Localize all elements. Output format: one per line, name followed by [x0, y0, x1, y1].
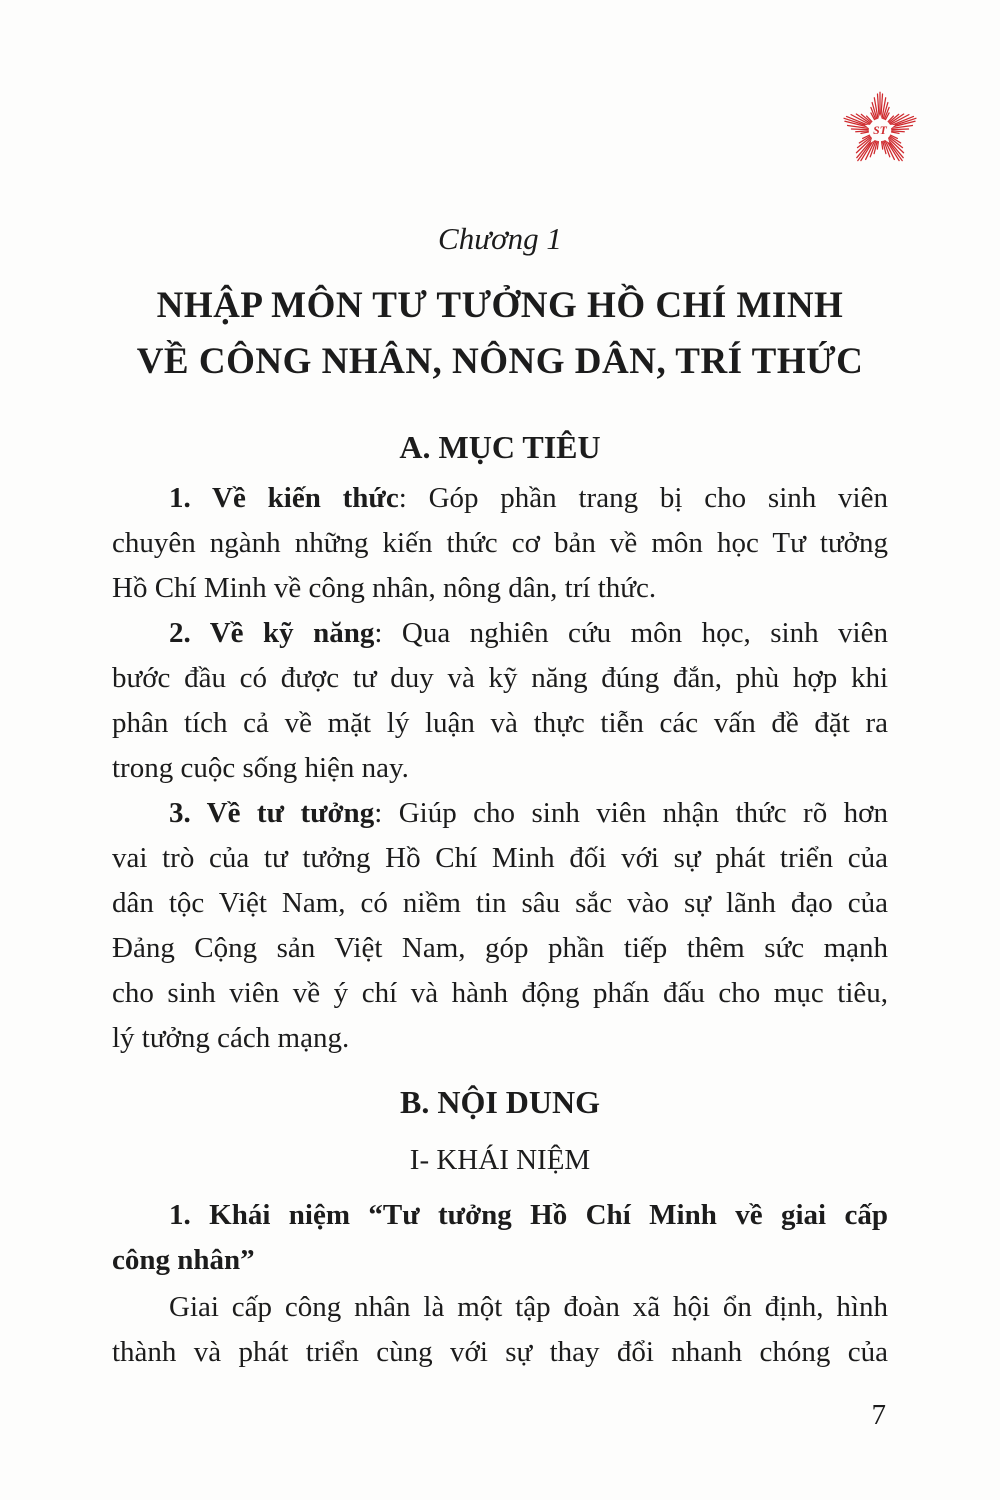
text-line: dân tộc Việt Nam, có niềm tin sâu sắc vào sự lãnh đạo của [112, 887, 888, 919]
text-line: 1. Khái niệm “Tư tưởng Hồ Chí Minh về giai cấp [169, 1199, 888, 1231]
text-line: chuyên ngành những kiến thức cơ bản về môn học Tư tưởng [112, 527, 888, 559]
text-line: trong cuộc sống hiện nay. [112, 752, 409, 784]
section-b-heading: B. NỘI DUNG [399, 1084, 600, 1120]
page-content [112, 0, 888, 1375]
section-b-subheading: I- KHÁI NIỆM [409, 1144, 591, 1176]
page-number: 7 [871, 1399, 886, 1431]
paragraph-lead: 3. Về tư tưởng [169, 797, 375, 829]
text-line [112, 476, 888, 521]
text-line: phân tích cả về mặt lý luận và thực tiễn các vấn đề đặt ra [112, 707, 888, 739]
text-line-rest: : Qua nghiên cứu môn học, sinh viên [374, 617, 888, 649]
text-line: công nhân” [112, 1244, 255, 1276]
text-line: Giai cấp công nhân là một tập đoàn xã hội ổn định, hình [169, 1291, 888, 1323]
text-line: bước đầu có được tư duy và kỹ năng đúng đắn, phù hợp khi [112, 662, 888, 694]
text-line: thành và phát triển cùng với sự thay đổi nhanh chóng của [112, 1336, 888, 1368]
item-heading-worker-concept [112, 1193, 888, 1283]
section-a-body [112, 476, 888, 1061]
chapter-title-line-2: VỀ CÔNG NHÂN, NÔNG DÂN, TRÍ THỨC [136, 341, 864, 382]
text-line: Hồ Chí Minh về công nhân, nông dân, trí thức. [112, 572, 657, 604]
text-line [112, 791, 888, 836]
paragraph-lead: 2. Về kỹ năng [169, 617, 375, 649]
text-line [112, 611, 888, 656]
publisher-monogram: ST [873, 124, 887, 138]
text-line: Đảng Cộng sản Việt Nam, góp phần tiếp thêm sức mạnh [112, 932, 888, 964]
chapter-label: Chương 1 [438, 221, 562, 256]
paragraph-lead: 1. Về kiến thức [169, 482, 399, 514]
paragraph-objective-skills [112, 611, 888, 791]
text-line-rest: : Giúp cho sinh viên nhận thức rõ hơn [374, 797, 888, 829]
chapter-title-line-1: NHẬP MÔN TƯ TƯỞNG HỒ CHÍ MINH [156, 285, 844, 326]
section-a-heading: A. MỤC TIÊU [399, 429, 601, 465]
chapter-title [112, 278, 888, 390]
paragraph-objective-ideology [112, 791, 888, 1061]
text-line: vai trò của tư tưởng Hồ Chí Minh đối với sự phát triển của [112, 842, 888, 874]
paragraph-objective-knowledge [112, 476, 888, 611]
text-line-rest: : Góp phần trang bị cho sinh viên [398, 482, 888, 514]
paragraph-worker-class [112, 1285, 888, 1375]
text-line: lý tưởng cách mạng. [112, 1022, 350, 1054]
text-line: cho sinh viên về ý chí và hành động phấn đấu cho mục tiêu, [112, 977, 888, 1009]
